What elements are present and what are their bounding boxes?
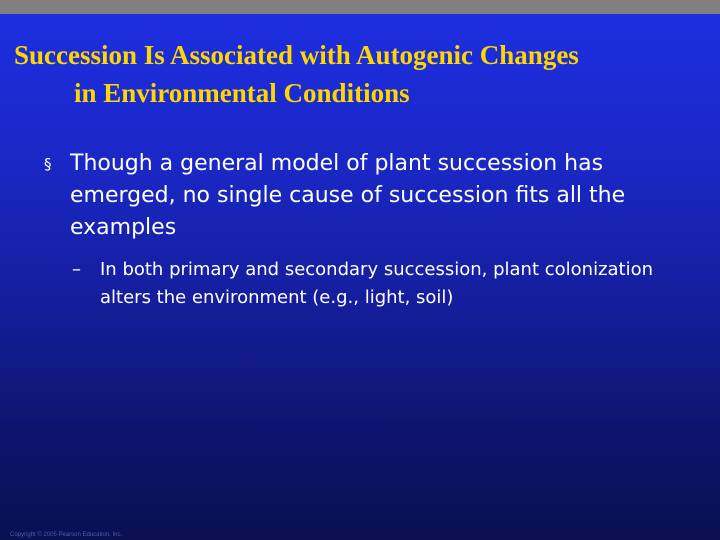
slide: [0, 14, 720, 540]
slide-title: [14, 36, 704, 112]
bullet-text: Though a general model of plant succession has emerged, no single cause of succession fits all the examples: [70, 151, 626, 240]
copyright-footer: Copyright © 2005 Pearson Education, Inc.: [10, 532, 123, 538]
bullet-marker-icon: §: [44, 155, 52, 173]
slide-title-line1: Succession Is Associated with Autogenic Changes: [14, 40, 579, 70]
dash-marker-icon: –: [72, 259, 81, 280]
slide-title-line2: in Environmental Conditions: [74, 78, 410, 108]
bullet-level2: [72, 256, 672, 312]
bullet-level1: [44, 148, 704, 244]
sub-bullet-text: In both primary and secondary succession, plant colonization alters the environment (e.g., light, soil): [100, 259, 654, 308]
